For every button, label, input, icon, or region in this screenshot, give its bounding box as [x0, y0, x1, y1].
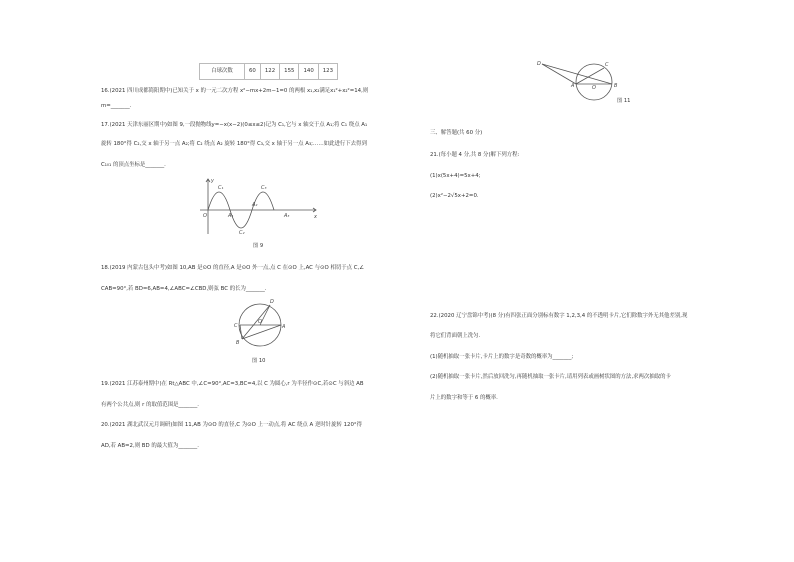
q17-line2: 旋转 180°得 C₂,交 x 轴于另一点 A₂;将 C₂ 绕点 A₂ 旋转 180°得 C₃,交 x 轴于另一点 A₃;……如此进行下去得到	[101, 141, 367, 147]
label-b: B	[614, 83, 618, 89]
figure-11-circle	[536, 56, 620, 102]
q16-line2: m=_______.	[101, 103, 132, 109]
label-origin: O	[203, 213, 207, 219]
table-cell: 155	[280, 64, 299, 80]
q17-line1: 17.(2021 天津东丽区期中)如图 9,一段抛物线y=−x(x−2)(0≤x≤2)记为 C₁,它与 x 轴交于点 A₁;将 C₁ 绕点 A₁	[101, 122, 368, 128]
q16-line1: 16.(2021 四川成都简阳期中)已知关于 x 的一元二次方程 x²−mx+2m−1=0 的两根 x₁,x₂满足x₁²+x₂²=14,则	[101, 88, 369, 94]
figure-10-caption: 图 10	[252, 358, 266, 364]
label-d: D	[270, 299, 274, 305]
label-o: O	[258, 319, 262, 325]
table-header-cell: 白球次数	[200, 64, 245, 80]
q20-line2: AD,若 AB=2,则 BD 的最大值为_______.	[101, 443, 199, 449]
table-row	[200, 64, 338, 80]
section-3-title: 三、解答题(共 60 分)	[430, 130, 483, 136]
figure-9-graph	[198, 176, 322, 238]
table-cell: 60	[245, 64, 261, 80]
label-c: C	[234, 323, 238, 329]
label-a3: A₃	[284, 213, 290, 219]
frequency-table	[199, 63, 338, 80]
label-c2: C₂	[239, 230, 245, 236]
segment-da	[542, 64, 576, 84]
q22-line1: 22.(2020 辽宁盘锦中考)(8 分)有四张正面分别标有数字 1,2,3,4 的不透明卡片,它们除数字外无其他差别,现	[430, 313, 688, 319]
label-a2: A₂	[252, 202, 258, 208]
label-d: D	[537, 61, 541, 67]
q21-intro: 21.(每小题 4 分,共 8 分)解下列方程:	[430, 152, 520, 158]
q17-line3: C₁₀₁ 的顶点坐标是_______.	[101, 162, 166, 168]
label-c1: C₁	[218, 185, 224, 191]
q22-part1: (1)随机抽取一张卡片,卡片上的数字是奇数的概率为_______;	[430, 354, 574, 360]
figure-10-circle	[228, 298, 288, 354]
q19-line1: 19.(2021 江苏泰州期中)在 Rt△ABC 中,∠C=90°,AC=3,BC=4,以 C 为圆心,r 为半径作⊙C,若⊙C 与斜边 AB	[101, 381, 364, 387]
label-b: B	[236, 340, 240, 346]
label-c: C	[605, 62, 609, 68]
q21-part2: (2)x²−2√5x+2=0.	[430, 193, 479, 199]
figure-9-caption: 图 9	[253, 243, 264, 249]
figure-11-caption: 图 11	[617, 98, 631, 104]
label-c3: C₃	[261, 185, 267, 191]
q20-line1: 20.(2021 湖北武汉元月调研)如图 11,AB 为⊙O 的直径,C 为⊙O 上一动点,将 AC 绕点 A 逆时针旋转 120°得	[101, 422, 362, 428]
label-a: A	[282, 324, 286, 330]
q18-line1: 18.(2019 内蒙古包头中考)如图 10,AB 是⊙O 的直径,A 是⊙O 外一点,点 C 在⊙O 上,AC 与⊙O 相切于点 C,∠	[101, 265, 365, 271]
label-y: y	[211, 178, 214, 184]
segment-db	[542, 64, 612, 84]
q22-line2: 将它们背面朝上洗匀.	[430, 333, 481, 339]
q18-line2: CAB=90°,若 BD=6,AB=4,∠ABC=∠CBD,则弦 BC 的长为_______.	[101, 286, 267, 292]
label-a: A	[571, 83, 575, 89]
label-a1: A₁	[228, 213, 234, 219]
table-cell: 122	[260, 64, 279, 80]
q22-part2-line2: 片上的数字和等于 6 的概率.	[430, 395, 498, 401]
curve-c1	[208, 192, 230, 210]
q19-line2: 有两个公共点,则 r 的取值范围是_______.	[101, 402, 200, 408]
label-x: x	[314, 214, 317, 220]
label-o: O	[592, 85, 596, 91]
q22-part2-line1: (2)随机抽取一张卡片,然后放回洗匀,再随机抽取一张卡片,请用列表或画树状图的方法,求两次抽取的卡	[430, 374, 671, 380]
q21-part1: (1)x(5x+4)=5x+4;	[430, 173, 481, 179]
table-cell: 140	[299, 64, 318, 80]
table-cell: 123	[318, 64, 337, 80]
circle-o	[576, 64, 612, 100]
